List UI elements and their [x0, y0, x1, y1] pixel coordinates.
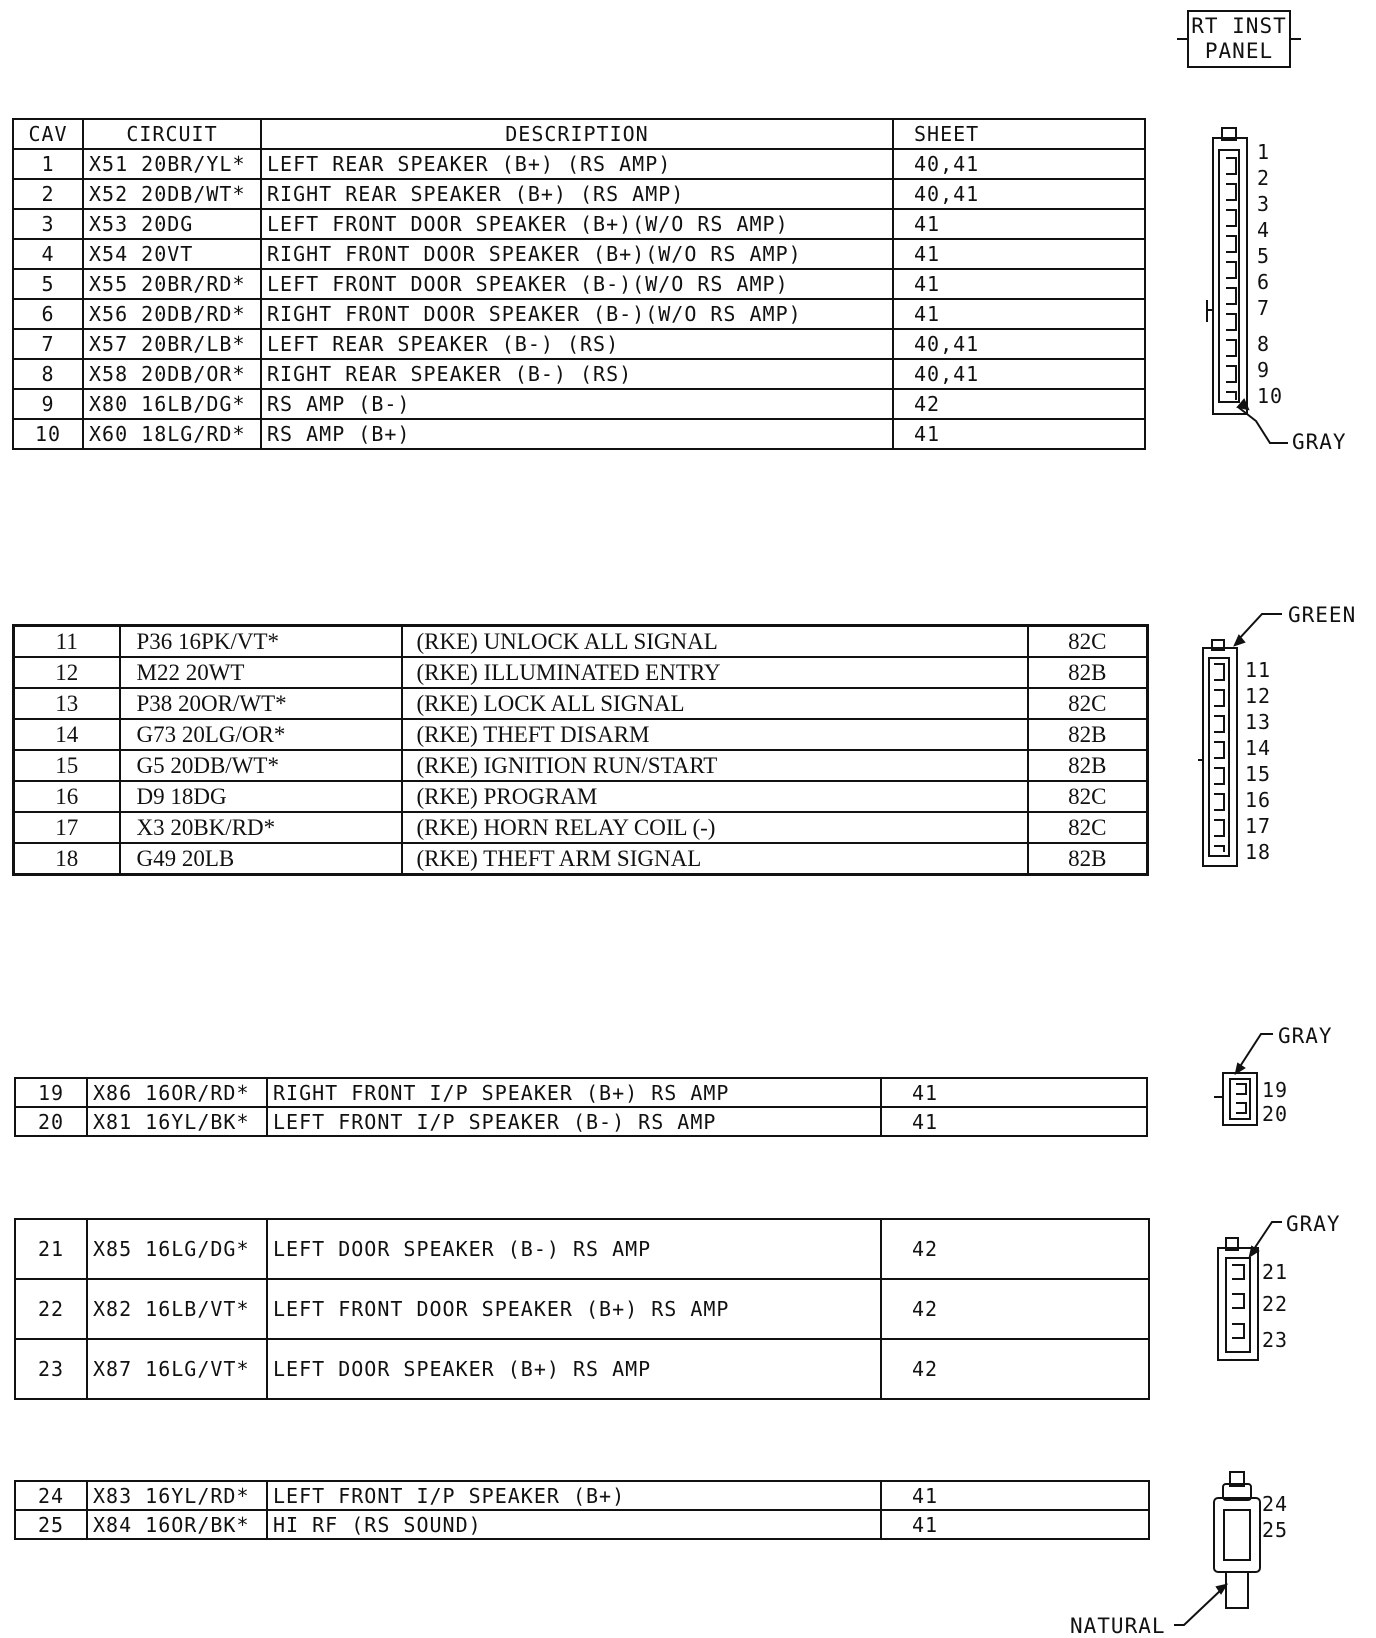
- pin-label: 5: [1257, 244, 1271, 268]
- description-cell: LEFT REAR SPEAKER (B-) (RS): [261, 329, 893, 359]
- connector-4-color-label: GRAY: [1286, 1212, 1341, 1236]
- description-cell: (RKE) LOCK ALL SIGNAL: [402, 688, 1028, 719]
- description-cell: RIGHT FRONT DOOR SPEAKER (B-)(W/O RS AMP): [261, 299, 893, 329]
- circuit-cell: X80 16LB/DG*: [83, 389, 261, 419]
- cav-cell: 15: [14, 750, 120, 781]
- pin-label: 22: [1262, 1292, 1289, 1316]
- pin-label: 9: [1257, 358, 1271, 382]
- panel-label-line-2: PANEL: [1204, 39, 1274, 63]
- sheet-cell: 82C: [1028, 688, 1148, 719]
- sheet-cell: 82B: [1028, 750, 1148, 781]
- pin-label: 24: [1262, 1492, 1289, 1516]
- cav-cell: 22: [15, 1279, 87, 1339]
- sheet-cell: 42: [881, 1279, 1149, 1339]
- sheet-cell: 82C: [1028, 781, 1148, 812]
- sheet-cell: 82B: [1028, 657, 1148, 688]
- description-cell: (RKE) UNLOCK ALL SIGNAL: [402, 626, 1028, 658]
- circuit-cell: D9 18DG: [120, 781, 402, 812]
- sheet-cell: 40,41: [893, 359, 1145, 389]
- cav-cell: 14: [14, 719, 120, 750]
- description-cell: LEFT DOOR SPEAKER (B+) RS AMP: [267, 1339, 881, 1399]
- pin-label: 13: [1245, 710, 1272, 734]
- connector-5-color-label: NATURAL: [1070, 1614, 1166, 1638]
- description-cell: LEFT DOOR SPEAKER (B-) RS AMP: [267, 1219, 881, 1279]
- circuit-cell: X83 16YL/RD*: [87, 1481, 267, 1510]
- sheet-cell: 42: [881, 1219, 1149, 1279]
- sheet-cell: 41: [893, 239, 1145, 269]
- cav-cell: 17: [14, 812, 120, 843]
- cav-cell: 10: [13, 419, 83, 449]
- circuit-cell: G49 20LB: [120, 843, 402, 875]
- cav-cell: 2: [13, 179, 83, 209]
- sheet-cell: 41: [881, 1510, 1149, 1539]
- description-cell: LEFT FRONT I/P SPEAKER (B-) RS AMP: [267, 1107, 881, 1136]
- header-cav: CAV: [13, 119, 83, 149]
- sheet-cell: 41: [881, 1481, 1149, 1510]
- connector-5-icon: [1174, 1472, 1260, 1625]
- circuit-cell: M22 20WT: [120, 657, 402, 688]
- cav-cell: 19: [15, 1078, 87, 1107]
- header-sheet: SHEET: [893, 119, 1145, 149]
- circuit-cell: X58 20DB/OR*: [83, 359, 261, 389]
- pin-label: 21: [1262, 1260, 1289, 1284]
- circuit-cell: X51 20BR/YL*: [83, 149, 261, 179]
- sheet-cell: 82B: [1028, 719, 1148, 750]
- sheet-cell: 82C: [1028, 626, 1148, 658]
- cav-cell: 23: [15, 1339, 87, 1399]
- connector-2-color-label: GREEN: [1288, 603, 1357, 627]
- cav-cell: 25: [15, 1510, 87, 1539]
- cav-cell: 8: [13, 359, 83, 389]
- pin-label: 11: [1245, 658, 1272, 682]
- circuit-cell: X57 20BR/LB*: [83, 329, 261, 359]
- circuit-cell: X52 20DB/WT*: [83, 179, 261, 209]
- cav-cell: 4: [13, 239, 83, 269]
- pin-label: 18: [1245, 840, 1272, 864]
- circuit-cell: P38 20OR/WT*: [120, 688, 402, 719]
- sheet-cell: 40,41: [893, 329, 1145, 359]
- pin-label: 12: [1245, 684, 1272, 708]
- description-cell: LEFT FRONT I/P SPEAKER (B+): [267, 1481, 881, 1510]
- description-cell: LEFT REAR SPEAKER (B+) (RS AMP): [261, 149, 893, 179]
- pin-label: 23: [1262, 1328, 1289, 1352]
- circuit-cell: X84 16OR/BK*: [87, 1510, 267, 1539]
- circuit-cell: X60 18LG/RD*: [83, 419, 261, 449]
- cav-cell: 24: [15, 1481, 87, 1510]
- pin-label: 4: [1257, 218, 1271, 242]
- description-cell: LEFT FRONT DOOR SPEAKER (B-)(W/O RS AMP): [261, 269, 893, 299]
- description-cell: RIGHT REAR SPEAKER (B+) (RS AMP): [261, 179, 893, 209]
- sheet-cell: 41: [893, 299, 1145, 329]
- cav-cell: 21: [15, 1219, 87, 1279]
- circuit-cell: X54 20VT: [83, 239, 261, 269]
- pin-label: 19: [1262, 1078, 1289, 1102]
- description-cell: RIGHT REAR SPEAKER (B-) (RS): [261, 359, 893, 389]
- sheet-cell: 82C: [1028, 812, 1148, 843]
- sheet-cell: 41: [893, 209, 1145, 239]
- connector-1-color-label: GRAY: [1292, 430, 1347, 454]
- description-cell: (RKE) HORN RELAY COIL (-): [402, 812, 1028, 843]
- sheet-cell: 42: [881, 1339, 1149, 1399]
- circuit-cell: X87 16LG/VT*: [87, 1339, 267, 1399]
- description-cell: (RKE) PROGRAM: [402, 781, 1028, 812]
- pin-label: 7: [1257, 296, 1271, 320]
- circuit-cell: X81 16YL/BK*: [87, 1107, 267, 1136]
- pin-label: 6: [1257, 270, 1271, 294]
- panel-label-line-1: RT INST: [1191, 14, 1287, 38]
- description-cell: RIGHT FRONT DOOR SPEAKER (B+)(W/O RS AMP): [261, 239, 893, 269]
- pin-label: 25: [1262, 1518, 1289, 1542]
- sheet-cell: 41: [893, 269, 1145, 299]
- circuit-cell: G5 20DB/WT*: [120, 750, 402, 781]
- circuit-cell: X86 16OR/RD*: [87, 1078, 267, 1107]
- description-cell: (RKE) ILLUMINATED ENTRY: [402, 657, 1028, 688]
- description-cell: RS AMP (B-): [261, 389, 893, 419]
- cav-cell: 3: [13, 209, 83, 239]
- pin-label: 20: [1262, 1102, 1289, 1126]
- pin-label: 17: [1245, 814, 1272, 838]
- pin-label: 1: [1257, 140, 1271, 164]
- cav-cell: 6: [13, 299, 83, 329]
- pin-label: 10: [1257, 384, 1284, 408]
- cav-cell: 9: [13, 389, 83, 419]
- circuit-cell: X82 16LB/VT*: [87, 1279, 267, 1339]
- pin-label: 3: [1257, 192, 1271, 216]
- description-cell: LEFT FRONT DOOR SPEAKER (B+)(W/O RS AMP): [261, 209, 893, 239]
- description-cell: (RKE) THEFT ARM SIGNAL: [402, 843, 1028, 875]
- sheet-cell: 42: [893, 389, 1145, 419]
- header-description: DESCRIPTION: [261, 119, 893, 149]
- circuit-cell: X85 16LG/DG*: [87, 1219, 267, 1279]
- header-circuit: CIRCUIT: [83, 119, 261, 149]
- pin-label: 16: [1245, 788, 1272, 812]
- circuit-cell: X53 20DG: [83, 209, 261, 239]
- circuit-cell: P36 16PK/VT*: [120, 626, 402, 658]
- circuit-cell: X55 20BR/RD*: [83, 269, 261, 299]
- pin-label: 15: [1245, 762, 1272, 786]
- sheet-cell: 41: [893, 419, 1145, 449]
- description-cell: RIGHT FRONT I/P SPEAKER (B+) RS AMP: [267, 1078, 881, 1107]
- cav-cell: 1: [13, 149, 83, 179]
- description-cell: LEFT FRONT DOOR SPEAKER (B+) RS AMP: [267, 1279, 881, 1339]
- circuit-cell: G73 20LG/OR*: [120, 719, 402, 750]
- circuit-cell: X3 20BK/RD*: [120, 812, 402, 843]
- sheet-cell: 40,41: [893, 179, 1145, 209]
- pin-label: 2: [1257, 166, 1271, 190]
- cav-cell: 12: [14, 657, 120, 688]
- sheet-cell: 40,41: [893, 149, 1145, 179]
- cav-cell: 5: [13, 269, 83, 299]
- pin-label: 8: [1257, 332, 1271, 356]
- circuit-cell: X56 20DB/RD*: [83, 299, 261, 329]
- pin-label: 14: [1245, 736, 1272, 760]
- description-cell: HI RF (RS SOUND): [267, 1510, 881, 1539]
- cav-cell: 11: [14, 626, 120, 658]
- sheet-cell: 41: [881, 1078, 1147, 1107]
- cav-cell: 13: [14, 688, 120, 719]
- description-cell: RS AMP (B+): [261, 419, 893, 449]
- description-cell: (RKE) THEFT DISARM: [402, 719, 1028, 750]
- sheet-cell: 41: [881, 1107, 1147, 1136]
- cav-cell: 16: [14, 781, 120, 812]
- cav-cell: 18: [14, 843, 120, 875]
- connector-3-color-label: GRAY: [1278, 1024, 1333, 1048]
- sheet-cell: 82B: [1028, 843, 1148, 875]
- cav-cell: 20: [15, 1107, 87, 1136]
- description-cell: (RKE) IGNITION RUN/START: [402, 750, 1028, 781]
- cav-cell: 7: [13, 329, 83, 359]
